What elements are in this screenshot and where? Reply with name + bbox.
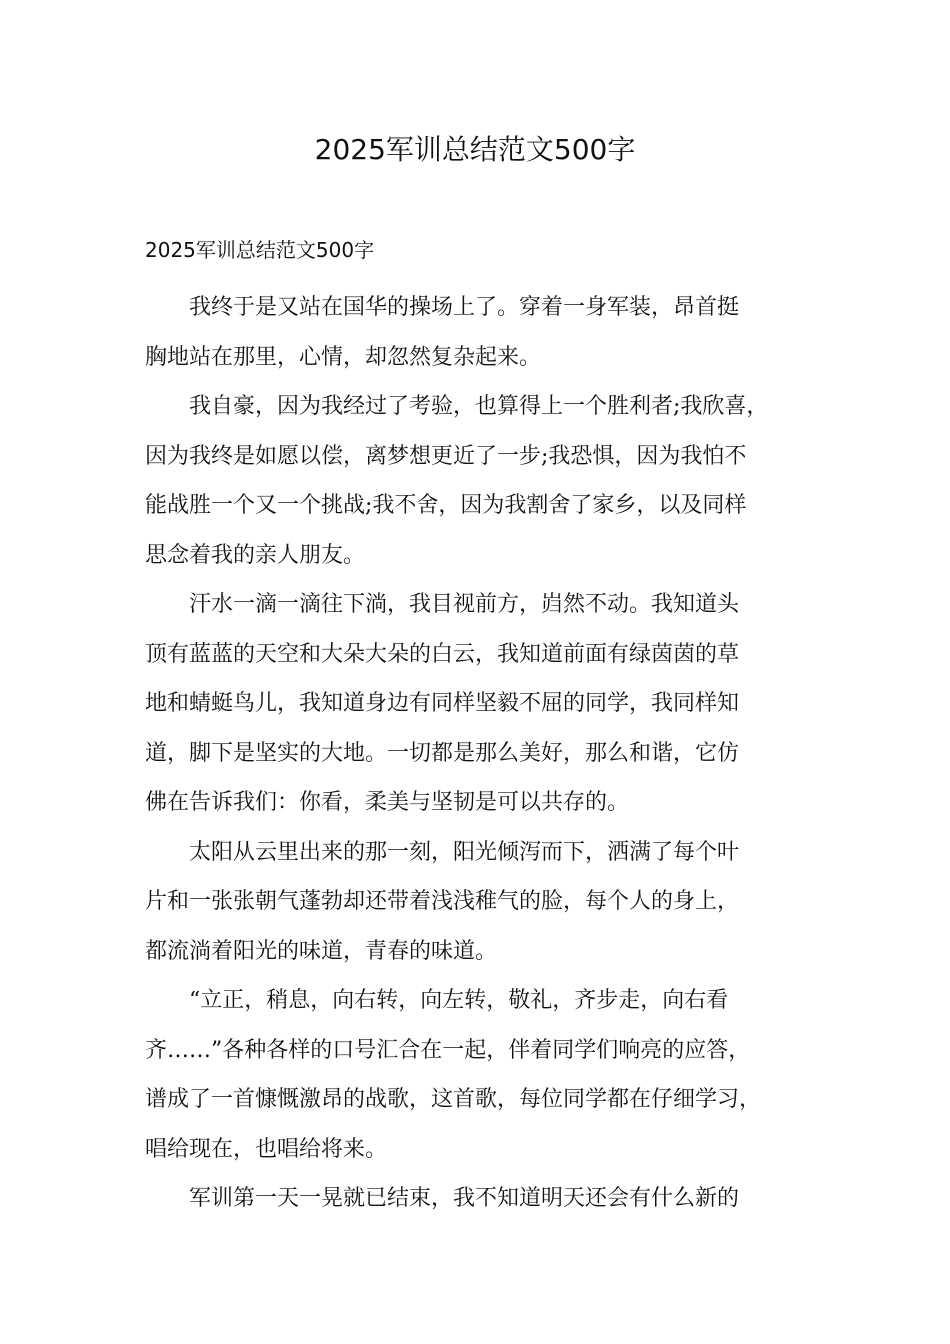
paragraph-line: 谱成了一首慷慨激昂的战歌，这首歌，每位同学都在仔细学习， — [145, 1087, 762, 1112]
paragraph-line: 道，脚下是坚实的大地。一切都是那么美好，那么和谐，它仿 — [145, 740, 740, 766]
paragraph-line: 我终于是又站在国华的操场上了。穿着一身军装，昂首挺 — [189, 295, 740, 320]
paragraph-line: 太阳从云里出来的那一刻，阳光倾泻而下，洒满了每个叶 — [189, 839, 740, 865]
paragraph-line: 地和蜻蜓鸟儿，我知道身边有同样坚毅不屈的同学，我同样知 — [145, 691, 740, 716]
paragraph-line: 唱给现在，也唱给将来。 — [145, 1136, 388, 1162]
paragraph-line: 片和一张张朝气蓬勃却还带着浅浅稚气的脸，每个人的身上， — [145, 889, 740, 914]
paragraph-line: 佛在告诉我们：你看，柔美与坚韧是可以共存的。 — [145, 790, 630, 815]
paragraph-line: 胸地站在那里，心情，却忽然复杂起来。 — [145, 344, 542, 370]
paragraph-line: 思念着我的亲人朋友。 — [145, 542, 366, 568]
paragraph-1 — [145, 283, 835, 382]
paragraph-4 — [145, 828, 835, 977]
paragraph-line: 都流淌着阳光的味道，青春的味道。 — [145, 938, 498, 964]
paragraph-line: 军训第一天一晃就已结束，我不知道明天还会有什么新的 — [189, 1186, 740, 1211]
paragraph-line: 能战胜一个又一个挑战;我不舍，因为我割舍了家乡，以及同样 — [145, 493, 747, 518]
paragraph-line: 齐……”各种各样的口号汇合在一起，伴着同学们响亮的应答， — [145, 1037, 751, 1063]
document-body — [145, 283, 835, 1224]
paragraph-line: 顶有蓝蓝的天空和大朵大朵的白云，我知道前面有绿茵茵的草 — [145, 641, 740, 667]
paragraph-3 — [145, 580, 835, 828]
paragraph-line: 我自豪，因为我经过了考验，也算得上一个胜利者;我欣喜， — [189, 394, 769, 419]
paragraph-line: “立正，稍息，向右转，向左转，敬礼，齐步走，向右看 — [189, 988, 729, 1013]
paragraph-6 — [145, 1174, 835, 1224]
paragraph-line: 因为我终是如愿以偿，离梦想更近了一步;我恐惧，因为我怕不 — [145, 443, 747, 469]
paragraph-2 — [145, 382, 835, 580]
document-subtitle: 2025军训总结范文500字 — [145, 238, 375, 262]
paragraph-line: 汗水一滴一滴往下淌，我目视前方，岿然不动。我知道头 — [189, 592, 740, 617]
document-title: 2025军训总结范文500字 — [314, 133, 636, 166]
paragraph-5 — [145, 976, 835, 1174]
